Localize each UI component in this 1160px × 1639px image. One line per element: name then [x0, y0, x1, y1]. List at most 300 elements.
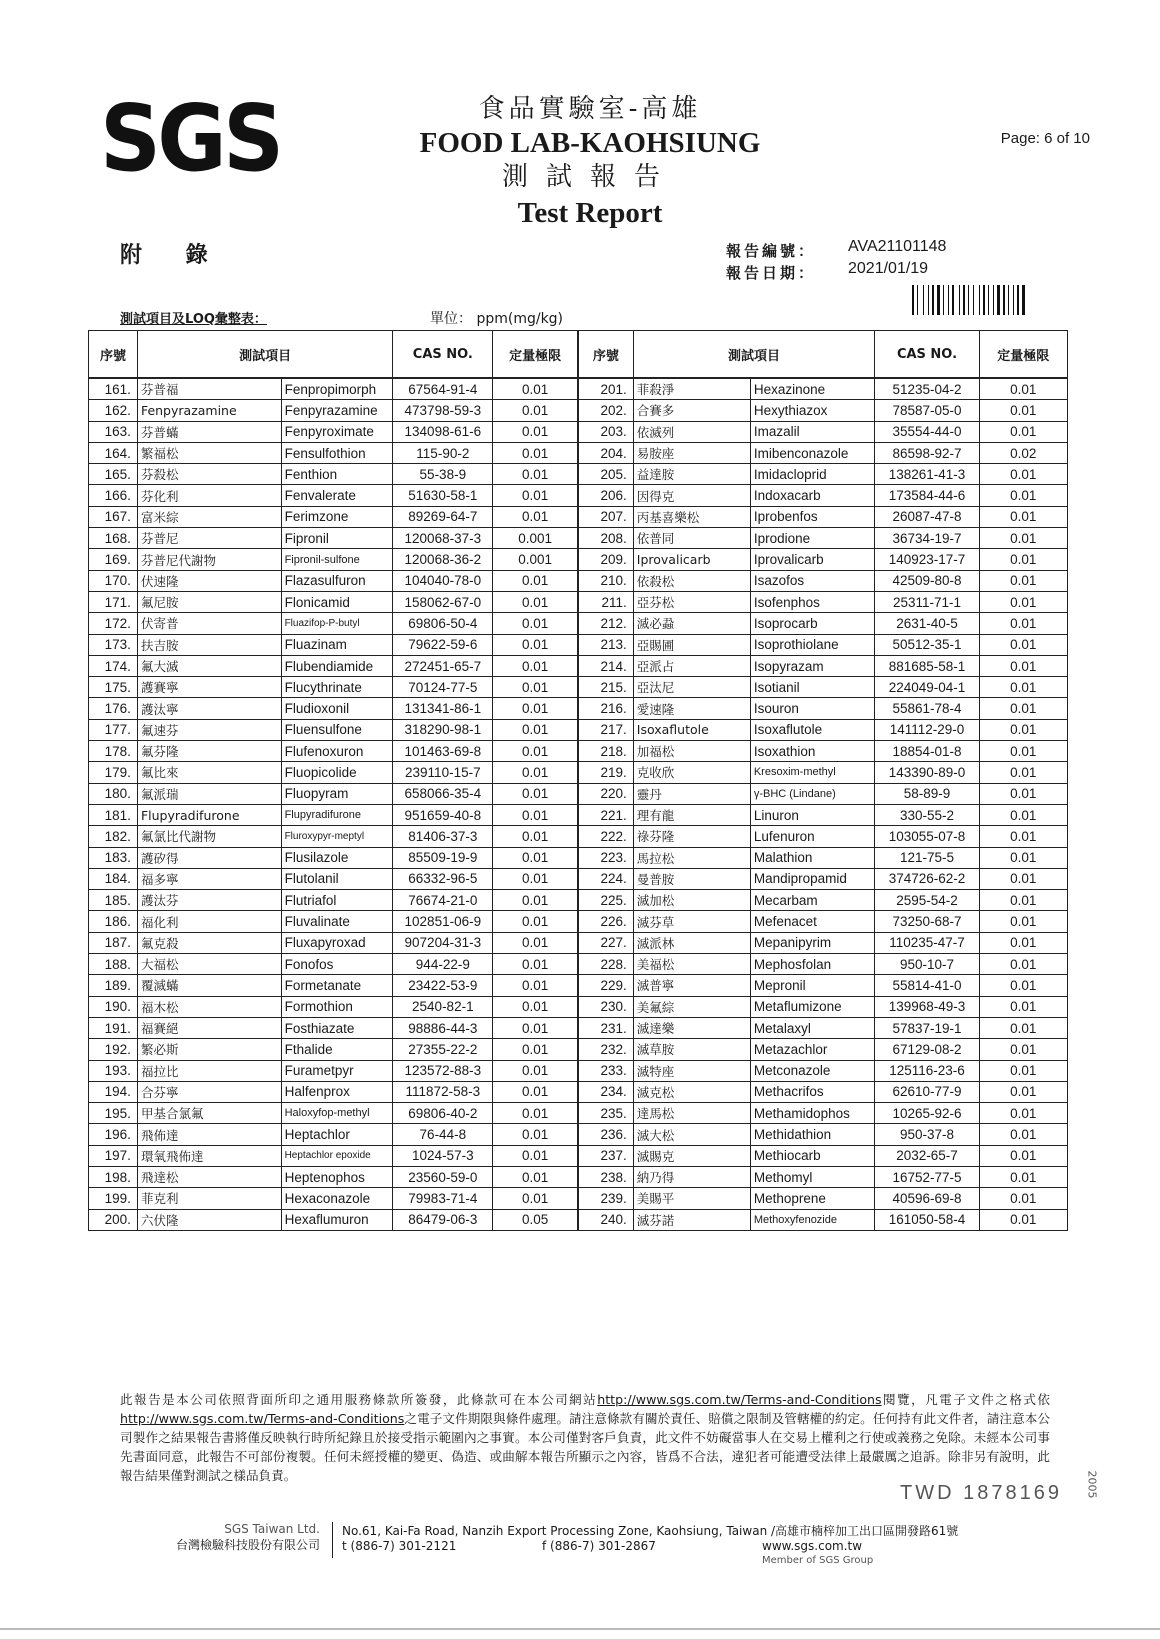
cell-cas-no: 67564-91-4 [393, 378, 493, 400]
cell-loq: 0.01 [493, 954, 578, 975]
barcode-bar [1013, 285, 1014, 315]
table-row [89, 847, 1068, 868]
barcode-bar [997, 285, 1000, 315]
cell-name-en: Mephosfolan [750, 954, 875, 975]
barcode-bar [1008, 285, 1009, 315]
member-note: Member of SGS Group [762, 1555, 874, 1566]
cell-loq: 0.01 [493, 400, 578, 421]
cell-loq: 0.01 [493, 1166, 578, 1187]
cell-name-zh: 祿芬隆 [633, 826, 750, 847]
barcode-bar [966, 285, 967, 315]
cell-name-zh: 滅必蝨 [633, 613, 750, 634]
cell-name-en: Mefenacet [750, 911, 875, 932]
cell-cas-no: 78587-05-0 [875, 400, 979, 421]
cell-name-en: Fenthion [281, 464, 393, 485]
cell-number: 189. [89, 975, 138, 996]
cell-number: 210. [578, 570, 633, 591]
cell-loq: 0.01 [979, 1081, 1067, 1102]
cell-number: 193. [89, 1060, 138, 1081]
cell-name-en: Heptachlor epoxide [281, 1145, 393, 1166]
cell-name-en: Fenvalerate [281, 485, 393, 506]
cell-loq: 0.01 [979, 954, 1067, 975]
cell-number: 162. [89, 400, 138, 421]
cell-name-zh: 扶吉胺 [137, 634, 281, 655]
cell-name-en: Ferimzone [281, 506, 393, 527]
cell-name-en: Methoprene [750, 1188, 875, 1209]
cell-loq: 0.01 [493, 506, 578, 527]
cell-cas-no: 98886-44-3 [393, 1017, 493, 1038]
cell-name-en: Flubendiamide [281, 655, 393, 676]
cell-name-zh: 護汰芬 [137, 890, 281, 911]
table-row [89, 421, 1068, 442]
cell-cas-no: 51235-04-2 [875, 378, 979, 400]
cell-loq: 0.01 [493, 911, 578, 932]
cell-cas-no: 951659-40-8 [393, 804, 493, 825]
cell-number: 165. [89, 464, 138, 485]
cell-name-en: Methoxyfenozide [750, 1209, 875, 1230]
cell-name-zh: 芬普尼代謝物 [137, 549, 281, 570]
cell-name-en: Kresoxim-methyl [750, 762, 875, 783]
cell-name-en: Fluxapyroxad [281, 932, 393, 953]
cell-name-zh: 氟克殺 [137, 932, 281, 953]
cell-name-en: Isoprocarb [750, 613, 875, 634]
cell-cas-no: 2540-82-1 [393, 996, 493, 1017]
cell-name-en: Fensulfothion [281, 442, 393, 463]
report-title-en: Test Report [517, 197, 663, 229]
cell-name-zh: 納乃得 [633, 1166, 750, 1187]
cell-name-en: Fluazinam [281, 634, 393, 655]
cell-cas-no: 161050-58-4 [875, 1209, 979, 1230]
cell-cas-no: 36734-19-7 [875, 528, 979, 549]
table-row [89, 1017, 1068, 1038]
cell-cas-no: 139968-49-3 [875, 996, 979, 1017]
cell-cas-no: 123572-88-3 [393, 1060, 493, 1081]
footer-divider [332, 1522, 333, 1558]
cell-name-en: Indoxacarb [750, 485, 875, 506]
cell-number: 198. [89, 1166, 138, 1187]
cell-loq: 0.01 [493, 741, 578, 762]
cell-loq: 0.01 [493, 378, 578, 400]
cell-cas-no: 26087-47-8 [875, 506, 979, 527]
cell-name-zh: 富米綜 [137, 506, 281, 527]
cell-number: 224. [578, 868, 633, 889]
barcode-bar [945, 285, 947, 315]
table-row [89, 1209, 1068, 1230]
cell-cas-no: 81406-37-3 [393, 826, 493, 847]
cell-name-en: Fenpropimorph [281, 378, 393, 400]
cell-number: 176. [89, 698, 138, 719]
cell-cas-no: 134098-61-6 [393, 421, 493, 442]
cell-name-en: Isoxathion [750, 741, 875, 762]
cell-name-en: Flufenoxuron [281, 741, 393, 762]
footer-company [120, 1522, 320, 1553]
cell-name-zh: 大福松 [137, 954, 281, 975]
cell-number: 209. [578, 549, 633, 570]
cell-name-zh: 愛速隆 [633, 698, 750, 719]
cell-name-en: Fenpyroximate [281, 421, 393, 442]
cell-cas-no: 143390-89-0 [875, 762, 979, 783]
cell-cas-no: 138261-41-3 [875, 464, 979, 485]
cell-name-en: Imazalil [750, 421, 875, 442]
cell-name-zh: 滅加松 [633, 890, 750, 911]
table-row [89, 506, 1068, 527]
cell-name-zh: 理有龍 [633, 804, 750, 825]
cell-name-en: Metaflumizone [750, 996, 875, 1017]
header-no: 序號 [578, 331, 633, 379]
barcode-bar [959, 285, 960, 315]
barcode-bar [1020, 285, 1021, 315]
table-row [89, 890, 1068, 911]
cell-number: 228. [578, 954, 633, 975]
cell-cas-no: 66332-96-5 [393, 868, 493, 889]
cell-number: 202. [578, 400, 633, 421]
cell-name-zh: 美福松 [633, 954, 750, 975]
cell-name-en: Iprovalicarb [750, 549, 875, 570]
barcode-bar [937, 285, 940, 315]
cell-loq: 0.01 [979, 1060, 1067, 1081]
cell-loq: 0.01 [979, 549, 1067, 570]
cell-cas-no: 2631-40-5 [875, 613, 979, 634]
cell-name-en: Isotianil [750, 677, 875, 698]
cell-number: 220. [578, 783, 633, 804]
cell-loq: 0.01 [979, 591, 1067, 612]
cell-number: 237. [578, 1145, 633, 1166]
sgs-logo [100, 85, 281, 192]
cell-number: 238. [578, 1166, 633, 1187]
cell-cas-no: 23560-59-0 [393, 1166, 493, 1187]
terms-link-1[interactable]: http://www.sgs.com.tw/Terms-and-Conditions [597, 1392, 882, 1407]
cell-cas-no: 79983-71-4 [393, 1188, 493, 1209]
cell-number: 234. [578, 1081, 633, 1102]
cell-number: 235. [578, 1103, 633, 1124]
cell-name-zh: 芬普福 [137, 378, 281, 400]
cell-name-zh: 美氟綜 [633, 996, 750, 1017]
cell-name-zh: 覆滅蟎 [137, 975, 281, 996]
cell-number: 236. [578, 1124, 633, 1145]
cell-loq: 0.01 [979, 932, 1067, 953]
cell-number: 186. [89, 911, 138, 932]
cell-loq: 0.01 [979, 506, 1067, 527]
barcode-bar [1015, 285, 1016, 315]
table-row [89, 378, 1068, 400]
report-number: AVA21101148 [848, 238, 947, 255]
disclaimer-text-3: 之電子文件期限與條件處理。請注意條款有關於責任、賠償之限制及管轄權的約定。任何持有此文件者，請注意本公司製作之結果報告書將僅反映執行時所紀錄且於接受指示範圍內之事實。本公司僅對客戶負責，此文件不妨礙當事人在交易上權利之行使或義務之免除。未經本公司事先書面同意，此報告不可部份複製。任何未經授權的變更、偽造、或曲解本報告所顯示之內容，皆爲不合法，違犯者可能遭受法律上最嚴厲之追訴。除非另有說明，此報告結果僅對測試之樣品負責。 [120, 1411, 1050, 1483]
table-row [89, 719, 1068, 740]
cell-loq: 0.01 [979, 634, 1067, 655]
cell-cas-no: 120068-37-3 [393, 528, 493, 549]
cell-name-en: Heptenophos [281, 1166, 393, 1187]
bottom-edge-line [0, 1628, 1160, 1630]
cell-cas-no: 86598-92-7 [875, 442, 979, 463]
cell-name-en: Hexazinone [750, 378, 875, 400]
table-row [89, 464, 1068, 485]
header-cas: CAS NO. [393, 331, 493, 379]
cell-name-zh: 滅達樂 [633, 1017, 750, 1038]
cell-loq: 0.01 [493, 868, 578, 889]
cell-name-en: Isazofos [750, 570, 875, 591]
cell-name-en: Flonicamid [281, 591, 393, 612]
cell-loq: 0.01 [493, 762, 578, 783]
cell-loq: 0.01 [493, 826, 578, 847]
barcode-bar [952, 285, 954, 315]
cell-number: 166. [89, 485, 138, 506]
reference-code: TWD 1878169 [900, 1482, 1062, 1504]
cell-name-zh: 氟氯比代謝物 [137, 826, 281, 847]
cell-cas-no: 2595-54-2 [875, 890, 979, 911]
cell-name-en: Hexaflumuron [281, 1209, 393, 1230]
cell-number: 184. [89, 868, 138, 889]
cell-name-zh: 福拉比 [137, 1060, 281, 1081]
cell-loq: 0.01 [979, 400, 1067, 421]
cell-name-zh: 繁必斯 [137, 1039, 281, 1060]
cell-name-zh: 環氧飛佈達 [137, 1145, 281, 1166]
cell-name-en: Iprobenfos [750, 506, 875, 527]
table-row [89, 400, 1068, 421]
cell-cas-no: 950-10-7 [875, 954, 979, 975]
cell-number: 192. [89, 1039, 138, 1060]
company-website[interactable]: www.sgs.com.tw [762, 1539, 863, 1553]
terms-link-2[interactable]: http://www.sgs.com.tw/Terms-and-Conditions [120, 1411, 405, 1426]
cell-number: 183. [89, 847, 138, 868]
cell-number: 221. [578, 804, 633, 825]
cell-cas-no: 330-55-2 [875, 804, 979, 825]
cell-cas-no: 89269-64-7 [393, 506, 493, 527]
cell-cas-no: 110235-47-7 [875, 932, 979, 953]
table-row [89, 783, 1068, 804]
table-row [89, 826, 1068, 847]
barcode-bar [928, 285, 929, 315]
cell-loq: 0.01 [979, 378, 1067, 400]
barcode-bar [983, 285, 985, 315]
cell-loq: 0.01 [979, 677, 1067, 698]
cell-number: 171. [89, 591, 138, 612]
cell-loq: 0.01 [979, 719, 1067, 740]
cell-cas-no: 27355-22-2 [393, 1039, 493, 1060]
cell-loq: 0.01 [979, 847, 1067, 868]
table-row [89, 655, 1068, 676]
cell-loq: 0.01 [979, 783, 1067, 804]
cell-number: 239. [578, 1188, 633, 1209]
cell-cas-no: 881685-58-1 [875, 655, 979, 676]
cell-cas-no: 2032-65-7 [875, 1145, 979, 1166]
barcode-bar [1026, 285, 1027, 315]
cell-loq: 0.01 [979, 890, 1067, 911]
cell-name-zh: 加福松 [633, 741, 750, 762]
cell-loq: 0.001 [493, 528, 578, 549]
cell-name-en: Methamidophos [750, 1103, 875, 1124]
cell-name-en: Isoxaflutole [750, 719, 875, 740]
cell-cas-no: 950-37-8 [875, 1124, 979, 1145]
cell-name-en: Linuron [750, 804, 875, 825]
cell-loq: 0.01 [979, 485, 1067, 506]
cell-loq: 0.01 [979, 868, 1067, 889]
cell-name-zh: 滅克松 [633, 1081, 750, 1102]
cell-loq: 0.01 [979, 1166, 1067, 1187]
cell-name-zh: Iprovalicarb [633, 549, 750, 570]
cell-number: 182. [89, 826, 138, 847]
cell-name-en: Flutolanil [281, 868, 393, 889]
disclaimer [120, 1390, 1050, 1485]
cell-number: 174. [89, 655, 138, 676]
cell-number: 199. [89, 1188, 138, 1209]
table-row [89, 741, 1068, 762]
cell-loq: 0.01 [493, 1039, 578, 1060]
cell-name-zh: Flupyradifurone [137, 804, 281, 825]
cell-cas-no: 51630-58-1 [393, 485, 493, 506]
barcode-bar [986, 285, 987, 315]
cell-cas-no: 120068-36-2 [393, 549, 493, 570]
cell-number: 180. [89, 783, 138, 804]
cell-number: 231. [578, 1017, 633, 1038]
cell-name-en: Flazasulfuron [281, 570, 393, 591]
cell-cas-no: 10265-92-6 [875, 1103, 979, 1124]
cell-number: 226. [578, 911, 633, 932]
cell-cas-no: 907204-31-3 [393, 932, 493, 953]
barcode-bar [955, 285, 958, 315]
table-row [89, 1103, 1068, 1124]
barcode-bar [988, 285, 989, 315]
cell-name-en: Fenpyrazamine [281, 400, 393, 421]
cell-cas-no: 76-44-8 [393, 1124, 493, 1145]
cell-name-zh: 滅派林 [633, 932, 750, 953]
cell-cas-no: 23422-53-9 [393, 975, 493, 996]
cell-number: 173. [89, 634, 138, 655]
cell-number: 227. [578, 932, 633, 953]
cell-cas-no: 121-75-5 [875, 847, 979, 868]
cell-cas-no: 86479-06-3 [393, 1209, 493, 1230]
cell-name-zh: 曼普胺 [633, 868, 750, 889]
table-row [89, 1039, 1068, 1060]
table-row [89, 868, 1068, 889]
cell-loq: 0.01 [493, 464, 578, 485]
cell-number: 168. [89, 528, 138, 549]
cell-loq: 0.01 [493, 485, 578, 506]
barcode-bar [1010, 285, 1012, 315]
cell-cas-no: 115-90-2 [393, 442, 493, 463]
barcode-bar [961, 285, 962, 315]
cell-loq: 0.01 [493, 890, 578, 911]
cell-number: 219. [578, 762, 633, 783]
cell-name-en: Halfenprox [281, 1081, 393, 1102]
table-row [89, 1124, 1068, 1145]
cell-name-zh: 滅賜克 [633, 1145, 750, 1166]
table-row [89, 975, 1068, 996]
table-row [89, 634, 1068, 655]
cell-name-zh: Isoxaflutole [633, 719, 750, 740]
cell-loq: 0.01 [979, 975, 1067, 996]
cell-loq: 0.01 [979, 528, 1067, 549]
page-number: Page: 6 of 10 [1000, 130, 1090, 147]
barcode-bar [912, 285, 914, 315]
report-date-label: 報告日期： [726, 264, 817, 282]
cell-name-en: γ-BHC (Lindane) [750, 783, 875, 804]
cell-name-en: Imibenconazole [750, 442, 875, 463]
cell-loq: 0.01 [979, 1124, 1067, 1145]
cell-number: 185. [89, 890, 138, 911]
company-fax: f (886-7) 301-2867 [542, 1539, 656, 1553]
table-row [89, 932, 1068, 953]
cell-name-zh: 亞汰尼 [633, 677, 750, 698]
barcode-bar [948, 285, 949, 315]
barcode-bar [970, 285, 972, 315]
cell-name-en: Malathion [750, 847, 875, 868]
cell-name-en: Fosthiazate [281, 1017, 393, 1038]
cell-number: 205. [578, 464, 633, 485]
cell-number: 188. [89, 954, 138, 975]
cell-number: 161. [89, 378, 138, 400]
cell-name-en: Metalaxyl [750, 1017, 875, 1038]
cell-name-zh: 依普同 [633, 528, 750, 549]
table-row [89, 1145, 1068, 1166]
footer-contact [342, 1522, 1062, 1566]
cell-loq: 0.01 [979, 1145, 1067, 1166]
cell-name-zh: Fenpyrazamine [137, 400, 281, 421]
cell-name-en: Lufenuron [750, 826, 875, 847]
disclaimer-text-2: 閱覽，凡電子文件之格式依 [881, 1392, 1051, 1407]
table-row [89, 804, 1068, 825]
barcode-bar [915, 285, 916, 315]
cell-name-zh: 滅普寧 [633, 975, 750, 996]
report-date: 2021/01/19 [848, 260, 929, 277]
cell-name-en: Formothion [281, 996, 393, 1017]
cell-loq: 0.01 [493, 655, 578, 676]
table-header-row [89, 331, 1068, 379]
cell-name-zh: 亞芬松 [633, 591, 750, 612]
company-name-zh: 台灣檢驗科技股份有限公司 [175, 1538, 320, 1552]
cell-loq: 0.01 [493, 1188, 578, 1209]
cell-name-zh: 芬化利 [137, 485, 281, 506]
cell-name-zh: 伏速隆 [137, 570, 281, 591]
cell-loq: 0.01 [493, 591, 578, 612]
cell-cas-no: 58-89-9 [875, 783, 979, 804]
cell-number: 179. [89, 762, 138, 783]
cell-name-zh: 依滅列 [633, 421, 750, 442]
cell-cas-no: 104040-78-0 [393, 570, 493, 591]
cell-number: 170. [89, 570, 138, 591]
cell-number: 177. [89, 719, 138, 740]
cell-name-en: Fluvalinate [281, 911, 393, 932]
cell-name-en: Fluroxypyr-meptyl [281, 826, 393, 847]
cell-cas-no: 73250-68-7 [875, 911, 979, 932]
barcode-bar [1006, 285, 1007, 315]
cell-number: 218. [578, 741, 633, 762]
cell-name-zh: 福木松 [137, 996, 281, 1017]
cell-loq: 0.01 [493, 1060, 578, 1081]
header-item: 測試項目 [633, 331, 875, 379]
company-tel: t (886-7) 301-2121 [342, 1539, 457, 1553]
cell-cas-no: 473798-59-3 [393, 400, 493, 421]
cell-loq: 0.01 [493, 1017, 578, 1038]
cell-loq: 0.01 [979, 1017, 1067, 1038]
barcode-bar [1022, 285, 1025, 315]
cell-loq: 0.01 [493, 847, 578, 868]
table-row [89, 591, 1068, 612]
cell-number: 230. [578, 996, 633, 1017]
cell-cas-no: 85509-19-9 [393, 847, 493, 868]
cell-name-zh: 馬拉松 [633, 847, 750, 868]
cell-name-zh: 氟大滅 [137, 655, 281, 676]
barcode-bar [1017, 285, 1019, 315]
report-title-zh: 測試報告 [501, 162, 678, 192]
cell-name-en: Imidacloprid [750, 464, 875, 485]
cell-loq: 0.01 [979, 1103, 1067, 1124]
cell-cas-no: 55-38-9 [393, 464, 493, 485]
cell-name-en: Hexaconazole [281, 1188, 393, 1209]
barcode-bar [975, 285, 978, 315]
cell-name-en: Mepronil [750, 975, 875, 996]
cell-loq: 0.05 [493, 1209, 578, 1230]
cell-name-zh: 飛佈達 [137, 1124, 281, 1145]
